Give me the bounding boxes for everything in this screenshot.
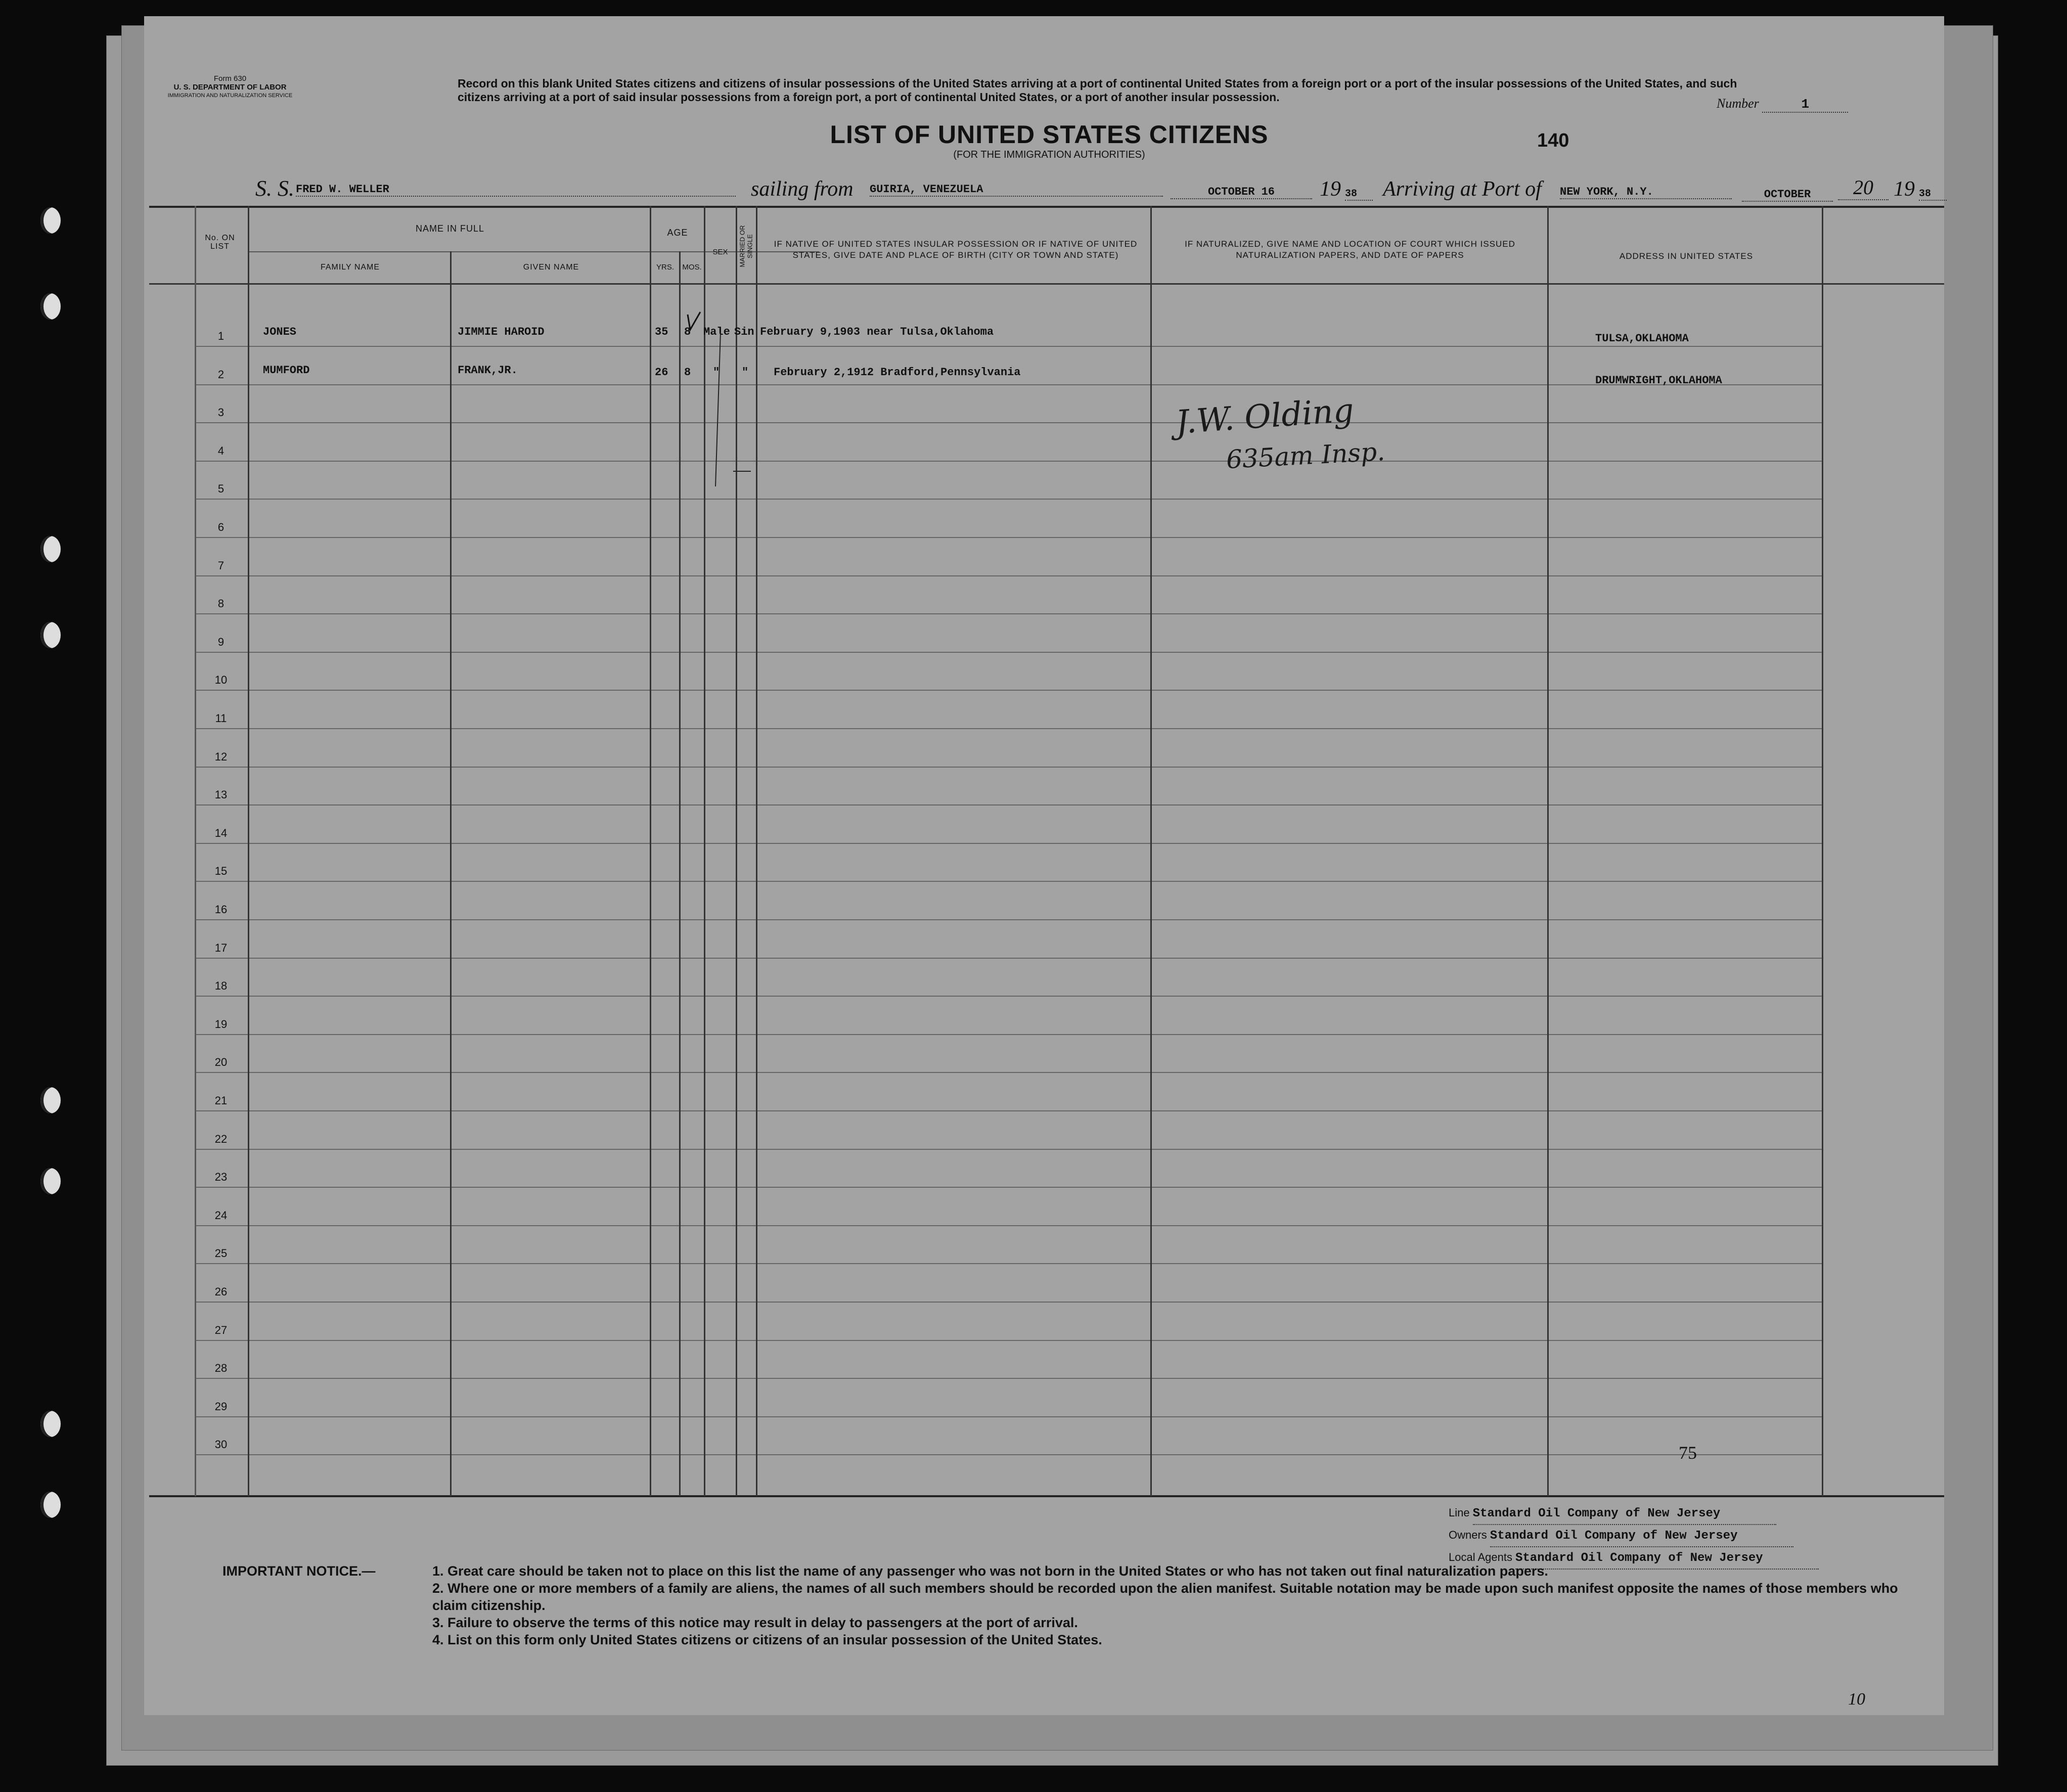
row-number: 3 (217, 406, 224, 419)
row-number: 8 (217, 597, 224, 610)
row-number: 19 (214, 1017, 228, 1031)
binder-hole (40, 622, 61, 648)
company-block (1449, 1503, 1934, 1570)
binder-hole (40, 293, 61, 320)
corner-mark: 10 (1848, 1690, 1865, 1709)
row-number: 17 (214, 941, 228, 954)
row-number: 25 (214, 1247, 228, 1260)
row-line (195, 1340, 1822, 1341)
arriving-label: Arriving at Port of (1383, 177, 1542, 201)
notice-item-4: 4. List on this form only United States citizens or citizens of an insular possession of the United States. (432, 1632, 1102, 1647)
col-line-native (756, 206, 757, 1496)
passenger-birth: February 2,1912 Bradford,Pennsylvania (774, 366, 1021, 379)
row-line (195, 1149, 1822, 1150)
notice-items (432, 1562, 1914, 1648)
header-address: ADDRESS IN UNITED STATES (1619, 251, 1754, 261)
agents-value: Standard Oil Company of New Jersey (1515, 1548, 1819, 1570)
check-marks (670, 299, 751, 512)
row-number: 26 (214, 1285, 228, 1298)
row-number: 2 (217, 368, 224, 381)
passenger-sex: Male (703, 326, 730, 338)
row-number: 28 (214, 1362, 228, 1375)
header-given-name: GIVEN NAME (523, 263, 579, 272)
line-label: Line (1449, 1506, 1470, 1519)
passenger-age-months: 8 (684, 326, 691, 338)
service: IMMIGRATION AND NATURALIZATION SERVICE (167, 93, 293, 99)
from-port: GUIRIA, VENEZUELA (870, 183, 1163, 197)
row-number: 30 (214, 1438, 228, 1451)
passenger-birth: February 9,1903 near Tulsa,Oklahoma (760, 326, 994, 338)
row-line (195, 1110, 1822, 1111)
page-title: LIST OF UNITED STATES CITIZENS (830, 120, 1269, 149)
row-number: 6 (217, 521, 224, 533)
header-no-on-list: No. ON LIST (205, 234, 235, 251)
binder-hole (40, 1492, 61, 1518)
row-number: 13 (214, 788, 228, 801)
header-age: AGE (667, 228, 688, 238)
row-number: 22 (214, 1132, 228, 1145)
row-line (195, 996, 1822, 997)
row-number: 24 (214, 1208, 228, 1222)
header-sex: SEX (712, 248, 728, 256)
passenger-age-months: 8 (684, 366, 691, 379)
header-name-in-full: NAME IN FULL (415, 223, 485, 234)
binder-hole (40, 536, 61, 562)
row-number: 5 (217, 482, 224, 496)
row-line (195, 1416, 1822, 1417)
col-line-naturalized (1150, 206, 1152, 1496)
department: U. S. DEPARTMENT OF LABOR (173, 83, 287, 92)
binder-hole (40, 207, 61, 234)
row-line (195, 537, 1822, 538)
row-line (195, 1225, 1822, 1226)
depart-year-prefix: 19 (1320, 177, 1341, 201)
row-line (195, 919, 1822, 920)
row-line (195, 1187, 1822, 1188)
header-yrs: YRS. (656, 263, 674, 272)
row-line (195, 1072, 1822, 1073)
passenger-family-name: MUMFORD (263, 364, 310, 377)
inspector-note: 635am Insp. (1225, 436, 1386, 475)
row-number: 21 (214, 1094, 228, 1107)
header-mos: MOS. (682, 263, 702, 272)
row-number: 15 (214, 865, 228, 878)
header-naturalized: IF NATURALIZED, GIVE NAME AND LOCATION OF COURT WHICH ISSUED NATURALIZATION PAPERS, AND DATE OF PAPERS (1185, 239, 1515, 260)
passenger-age-years: 26 (655, 366, 668, 379)
owners-label: Owners (1449, 1529, 1487, 1541)
passenger-address: TULSA,OKLAHOMA (1595, 332, 1689, 345)
passenger-marital: " (742, 366, 749, 379)
row-line (195, 613, 1822, 614)
row-line (195, 804, 1822, 805)
row-number: 10 (214, 674, 228, 687)
notice-item-1: 1. Great care should be taken not to place on this list the name of any passenger who was not born in the United States or who has not taken out final naturalization papers. (432, 1563, 1548, 1579)
agents-label: Local Agents (1449, 1551, 1512, 1563)
row-line (195, 1454, 1822, 1455)
form-number: Form 630 (213, 74, 247, 83)
row-line (195, 1263, 1822, 1264)
binder-hole (40, 1087, 61, 1113)
binder-hole (40, 1411, 61, 1437)
row-line (195, 652, 1822, 653)
notice-heading: IMPORTANT NOTICE.— (222, 1563, 376, 1579)
depart-date: OCTOBER 16 (1171, 186, 1312, 199)
row-number: 20 (214, 1056, 228, 1069)
row-line (195, 843, 1822, 844)
row-number: 16 (214, 903, 228, 916)
passenger-sex: " (713, 366, 720, 379)
row-line (195, 384, 1822, 385)
row-line (195, 958, 1822, 959)
passenger-given-name: JIMMIE HAROID (458, 326, 545, 338)
passenger-family-name: JONES (263, 326, 297, 338)
row-number: 23 (214, 1171, 228, 1184)
notice-item-2: 2. Where one or more members of a family are aliens, the names of all such members should be recorded upon the alien manifest. Suitable notation may be made upon such manifest opposite the names of those members who claim citizenship. (432, 1581, 1898, 1613)
row-number: 7 (217, 559, 224, 572)
inspector-signature: J.W. Olding (1174, 391, 1356, 442)
passenger-marital: Sin (734, 326, 754, 338)
row-line (195, 690, 1822, 691)
row-line (195, 575, 1822, 576)
owners-value: Standard Oil Company of New Jersey (1490, 1526, 1793, 1547)
row-line (195, 728, 1822, 729)
row-line (195, 881, 1822, 882)
col-line-address (1547, 206, 1549, 1496)
number-label: Number (1717, 96, 1759, 111)
page-mark: 75 (1679, 1443, 1697, 1463)
table-top-line (149, 206, 1944, 208)
row-number: 18 (214, 979, 228, 993)
number-field (1717, 96, 1848, 113)
arrival-month: OCTOBER (1742, 188, 1833, 202)
row-number: 29 (214, 1400, 228, 1413)
table-bottom-line (149, 1495, 1944, 1497)
sheet-number: 140 (1537, 130, 1569, 151)
sailing-label: sailing from (751, 177, 853, 201)
instructions-text: Record on this blank United States citizens and citizens of insular possessions of the United States arriving at a port of continental United States from a foreign port or a port of the insular possessions of the United States, and such citizens arriving at a port of said insular possessions from a foreign port, a port of continental United States, or a port of another insular possession. (458, 77, 1737, 104)
row-number: 27 (214, 1323, 228, 1336)
line-row (1449, 1503, 1934, 1525)
col-line-given (450, 251, 452, 1496)
header-bottom-line (149, 283, 1944, 285)
col-line-yrs (650, 206, 651, 1496)
row-line (195, 1302, 1822, 1303)
row-line (195, 346, 1822, 347)
row-number: 11 (215, 712, 227, 725)
row-line (195, 461, 1822, 462)
arrival-year: 38 (1919, 188, 1947, 201)
arrival-year-prefix: 19 (1894, 177, 1915, 201)
owners-row (1449, 1525, 1934, 1547)
depart-year: 38 (1345, 188, 1373, 201)
row-number: 12 (214, 750, 228, 763)
col-line-num (195, 206, 196, 1496)
row-line (195, 1378, 1822, 1379)
header-native: IF NATIVE OF UNITED STATES INSULAR POSSESSION OR IF NATIVE OF UNITED STATES, GIVE DATE AND PLACE OF BIRTH (CITY OR TOWN AND STATE) (774, 239, 1138, 260)
row-line (195, 499, 1822, 500)
page-subtitle: (FOR THE IMMIGRATION AUTHORITIES) (953, 149, 1145, 160)
line-value: Standard Oil Company of New Jersey (1473, 1504, 1776, 1525)
row-number: 4 (217, 444, 224, 457)
row-number: 1 (217, 330, 224, 342)
number-value: 1 (1762, 97, 1848, 113)
row-number: 14 (214, 826, 228, 839)
manifest-page (144, 16, 1944, 1715)
header-family-name: FAMILY NAME (320, 263, 380, 272)
row-line (195, 1034, 1822, 1035)
ship-name: FRED W. WELLER (296, 183, 736, 197)
arrival-day: 20 (1838, 175, 1889, 200)
passenger-given-name: FRANK,JR. (458, 364, 518, 377)
binder-hole (40, 1168, 61, 1194)
arrival-port: NEW YORK, N.Y. (1560, 186, 1732, 199)
row-line (195, 767, 1822, 768)
passenger-age-years: 35 (655, 326, 668, 338)
col-line-family (248, 206, 249, 1496)
ss-label: S. S. (255, 176, 294, 201)
row-line (195, 422, 1822, 423)
passenger-address: DRUMWRIGHT,OKLAHOMA (1595, 374, 1722, 387)
col-line-right (1822, 206, 1823, 1496)
notice-item-3: 3. Failure to observe the terms of this notice may result in delay to passengers at the port of arrival. (432, 1615, 1078, 1630)
form-id-block (164, 74, 296, 100)
header-married-single: MARRIED OR SINGLE (738, 225, 754, 267)
row-number: 9 (217, 635, 224, 648)
